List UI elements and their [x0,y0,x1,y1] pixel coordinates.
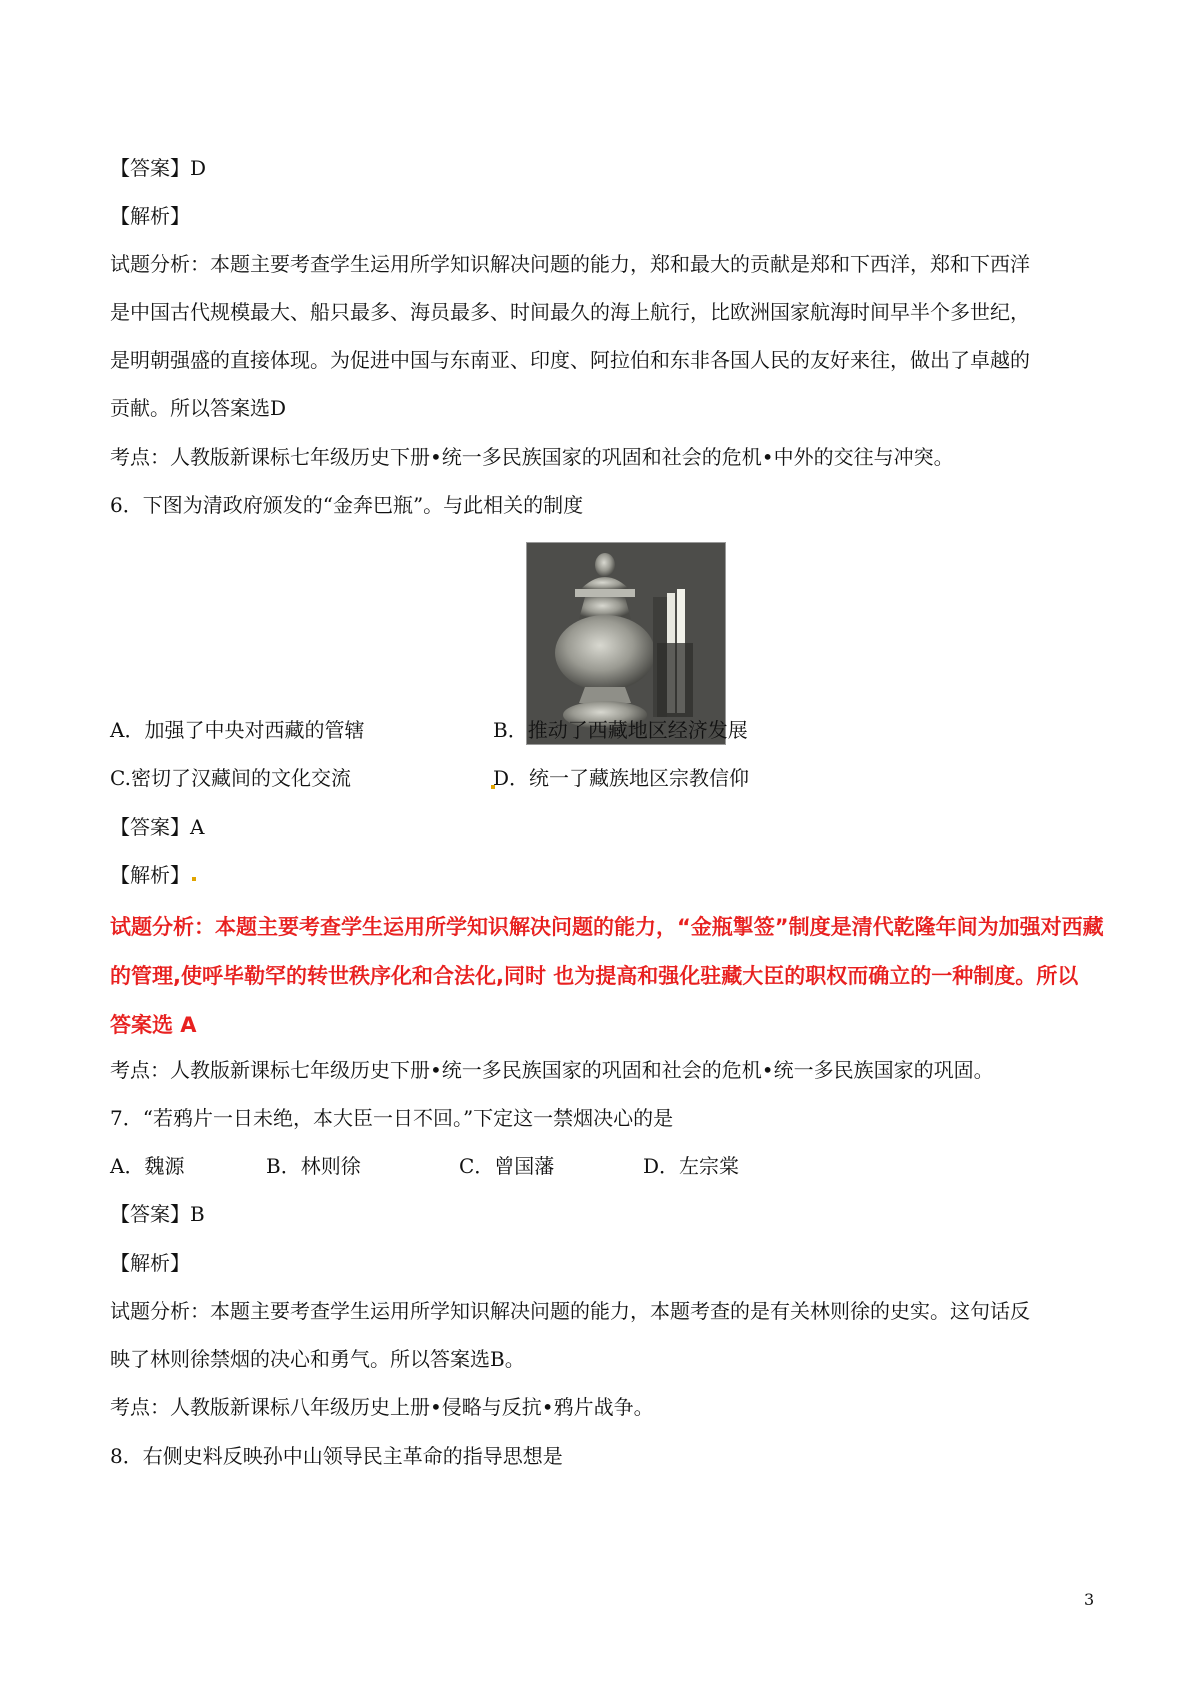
q7-stem: 7．“若鸦片一日未绝，本大臣一日不回。”下定这一禁烟决心的是 [110,1106,674,1130]
q7-analysis-line-2: 映了林则徐禁烟的决心和勇气。所以答案选B。 [110,1347,525,1371]
q7-analysis-heading: 【解析】 [110,1251,190,1275]
q6-kaodian: 考点：人教版新课标七年级历史下册•统一多民族国家的巩固和社会的危机•统一多民族国家的巩固。 [110,1058,994,1082]
q6-analysis-line-3: 答案选 A [110,1013,197,1037]
q5-kaodian: 考点：人教版新课标七年级历史下册•统一多民族国家的巩固和社会的危机•中外的交往与冲突。 [110,445,954,469]
q5-analysis-line-4: 贡献。所以答案选D [110,396,287,420]
q6-stem: 6．下图为清政府颁发的“金奔巴瓶”。与此相关的制度 [110,493,584,517]
q6-analysis-heading: 【解析】 [110,863,190,887]
q8-stem: 8．右侧史料反映孙中山领导民主革命的指导思想是 [110,1444,563,1468]
q5-analysis-line-3: 是明朝强盛的直接体现。为促进中国与东南亚、印度、阿拉伯和东非各国人民的友好来往，做出了卓越的 [110,348,1030,372]
q6-option-d: D．统一了藏族地区宗教信仰 [493,766,750,790]
q6-option-a: A．加强了中央对西藏的管辖 [110,718,365,742]
q6-option-c: C.密切了汉藏间的文化交流 [110,766,351,790]
q7-option-a: A．魏源 [110,1154,185,1178]
q7-option-d: D．左宗棠 [643,1154,740,1178]
yellow-mark-dot [192,877,196,881]
q7-kaodian: 考点：人教版新课标八年级历史上册•侵略与反抗•鸦片战争。 [110,1395,654,1419]
q5-analysis-line-2: 是中国古代规模最大、船只最多、海员最多、时间最久的海上航行，比欧洲国家航海时间早半个多世纪， [110,300,1030,324]
q5-answer: 【答案】D [110,156,207,180]
q7-option-b: B．林则徐 [266,1154,361,1178]
q6-option-b: B．推动了西藏地区经济发展 [493,718,748,742]
q6-answer: 【答案】A [110,815,205,839]
q7-analysis-line-1: 试题分析：本题主要考查学生运用所学知识解决问题的能力，本题考查的是有关林则徐的史实。这句话反 [110,1299,1030,1323]
q5-analysis-line-1: 试题分析：本题主要考查学生运用所学知识解决问题的能力，郑和最大的贡献是郑和下西洋，郑和下西洋 [110,252,1030,276]
page-number: 3 [1084,1590,1095,1609]
q5-analysis-heading: 【解析】 [110,204,190,228]
golden-urn-photo [526,542,726,745]
q6-analysis-line-2: 的管理,使呼毕勒罕的转世秩序化和合法化,同时 也为提高和强化驻藏大臣的职权而确立的一种制度。所以 [110,964,1079,988]
q7-option-c: C．曾国藩 [459,1154,555,1178]
q7-answer: 【答案】B [110,1202,205,1226]
q6-analysis-line-1: 试题分析：本题主要考查学生运用所学知识解决问题的能力，“金瓶掣签”制度是清代乾隆年间为加强对西藏 [110,915,1104,939]
golden-urn-illustration [527,543,725,744]
